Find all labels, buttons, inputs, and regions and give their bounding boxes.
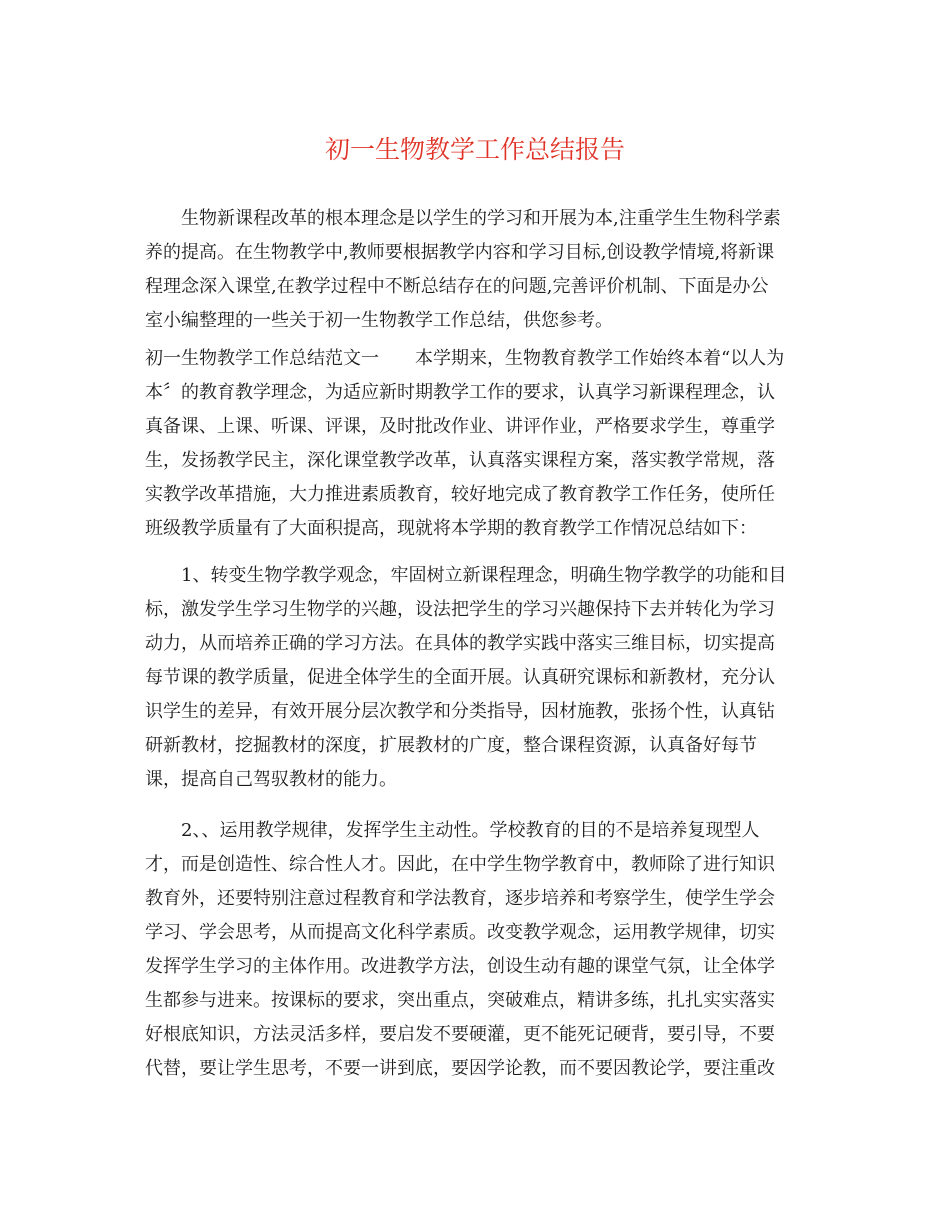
text-line: 生，发扬教学民主，深化课堂教学改革，认真落实课程方案，落实教学常规，落: [145, 450, 775, 471]
text-line: 2、、运用教学规律，发挥学生主动性。学校教育的目的不是培养复现型人: [181, 820, 760, 841]
text-line: 养的提高。在生物教学中,教师要根据教学内容和学习目标,创设教学情境,将新课: [145, 242, 775, 263]
text-line: 研新教材，挖掘教材的深度，扩展教材的广度，整合课程资源，认真备好每节: [145, 735, 757, 756]
text-line: 初一生物教学工作总结范文一 本学期来，生物教育教学工作始终本着“以人为: [145, 348, 785, 369]
text-line: 才，而是创造性、综合性人才。因此，在中学生物学教育中，教师除了进行知识: [145, 854, 775, 875]
text-line: 1、转变生物学教学观念，牢固树立新课程理念，明确生物学教学的功能和目: [181, 565, 787, 586]
text-line: 程理念深入课堂,在教学过程中不断总结存在的问题,完善评价机制、下面是办公: [145, 276, 769, 297]
text-line: 好根底知识，方法灵活多样，要启发不要硬灌，更不能死记硬背，要引导，不要: [145, 1024, 775, 1045]
text-line: 生物新课程改革的根本理念是以学生的学习和开展为本,注重学生生物科学素: [181, 208, 781, 229]
text-line: 标，激发学生学习生物学的兴趣，设法把学生的学习兴趣保持下去并转化为学习: [145, 599, 775, 620]
text-line: 发挥学生学习的主体作用。改进教学方法，创设生动有趣的课堂气氛，让全体学: [145, 956, 775, 977]
text-line: 每节课的教学质量，促进全体学生的全面开展。认真研究课标和新教材，充分认: [145, 667, 775, 688]
text-line: 生都参与进来。按课标的要求，突出重点，突破难点，精讲多练，扎扎实实落实: [145, 990, 775, 1011]
text-line: 学习、学会思考，从而提高文化科学素质。改变教学观念，运用教学规律，切实: [145, 922, 775, 943]
text-line: 真备课、上课、听课、评课，及时批改作业、讲评作业，严格要求学生，尊重学: [145, 416, 775, 437]
text-line: 实教学改革措施，大力推进素质教育，较好地完成了教育教学工作任务，使所任: [145, 484, 775, 505]
text-line: 代替，要让学生思考，不要一讲到底，要因学论教，而不要因教论学，要注重改: [145, 1058, 775, 1079]
document-title: 初一生物教学工作总结报告: [324, 135, 625, 164]
text-line: 本〞的教育教学理念，为适应新时期教学工作的要求，认真学习新课程理念，认: [145, 382, 775, 403]
text-line: 教育外，还要特别注意过程教育和学法教育，逐步培养和考察学生，使学生学会: [145, 888, 775, 909]
text-line: 课，提高自己驾驭教材的能力。: [145, 769, 397, 790]
text-line: 班级教学质量有了大面积提高，现就将本学期的教育教学工作情况总结如下：: [145, 518, 757, 539]
text-line: 动力，从而培养正确的学习方法。在具体的教学实践中落实三维目标，切实提高: [145, 633, 775, 654]
text-line: 室小编整理的一些关于初一生物教学工作总结，供您参考。: [145, 310, 613, 331]
text-line: 识学生的差异，有效开展分层次教学和分类指导，因材施教，张扬个性，认真钻: [145, 701, 775, 722]
